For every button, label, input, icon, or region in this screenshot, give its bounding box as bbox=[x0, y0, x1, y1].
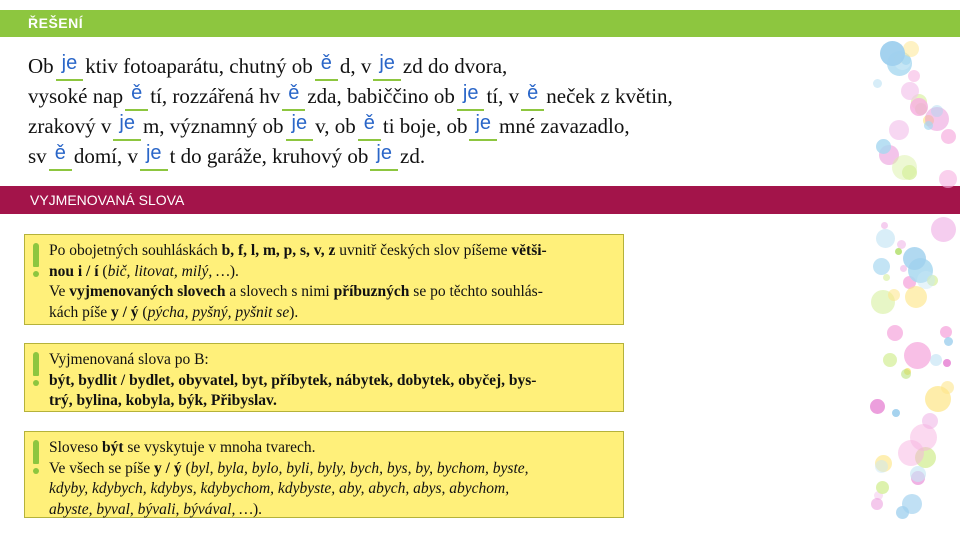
decorative-dot bbox=[889, 120, 909, 140]
solution-line bbox=[28, 82, 838, 112]
solution-text-segment: t do garáže, kruhový ob bbox=[169, 144, 369, 168]
decorative-dot bbox=[900, 265, 907, 272]
solution-text-segment: zrakový v bbox=[28, 114, 112, 138]
filled-letters: ě bbox=[125, 79, 148, 108]
exclamation-icon bbox=[31, 243, 41, 283]
decorative-dot bbox=[908, 70, 920, 82]
rule-box-b-words bbox=[24, 343, 624, 412]
solution-line bbox=[28, 52, 838, 82]
decorative-dot bbox=[870, 399, 885, 414]
rule-paragraph-1: Po obojetných souhláskách b, f, l, m, p, s, v, z uvnitř českých slov píšeme větši- nou i / í (bič, litovat, milý, …). bbox=[49, 242, 547, 280]
words-header-bar bbox=[0, 186, 960, 214]
decorative-dot bbox=[910, 98, 928, 116]
filled-letters: je bbox=[113, 109, 141, 138]
solution-line bbox=[28, 142, 838, 172]
decorative-dot bbox=[903, 41, 919, 57]
decorative-dot bbox=[873, 79, 882, 88]
decorative-dot bbox=[917, 271, 935, 289]
decorative-dot bbox=[910, 466, 926, 482]
solution-text-segment: mné zavazadlo, bbox=[499, 114, 630, 138]
solution-text bbox=[28, 52, 838, 172]
decorative-dot bbox=[880, 41, 905, 66]
rule-box-obojetne bbox=[24, 234, 624, 325]
decorative-dot bbox=[876, 229, 895, 248]
solution-text-segment: tí, rozzářená hv bbox=[150, 84, 281, 108]
filled-letters: je bbox=[469, 109, 497, 138]
decorative-dot bbox=[875, 460, 888, 473]
decorative-dot bbox=[939, 170, 957, 188]
decorative-dot bbox=[892, 155, 917, 180]
rule-paragraph-2: Ve vyjmenovaných slovech a slovech s nimi příbuzných se po těchto souhlás- kách píše y / ý (pýcha, pyšný, pyšnit se). bbox=[49, 283, 543, 321]
solution-text-segment: zd do dvora, bbox=[402, 54, 508, 78]
filled-letters: ě bbox=[282, 79, 305, 108]
solution-text-segment: tí, v bbox=[486, 84, 520, 108]
decorative-dot bbox=[888, 289, 900, 301]
byt-line-4: abyste, byval, bývali, bývával, …). bbox=[49, 500, 263, 518]
solution-text-segment: ti boje, ob bbox=[382, 114, 468, 138]
filled-letters: je bbox=[370, 139, 398, 168]
solution-text-segment: ktiv fotoaparátu, chutný ob bbox=[85, 54, 313, 78]
filled-letters: je bbox=[56, 49, 84, 78]
solution-text-segment: neček z květin, bbox=[546, 84, 673, 108]
decorative-dot bbox=[943, 359, 951, 367]
solution-header-title: ŘEŠENÍ bbox=[28, 15, 84, 31]
solution-text-segment: zda, babiččino ob bbox=[307, 84, 455, 108]
solution-text-segment: domí, v bbox=[73, 144, 138, 168]
decorative-dot bbox=[904, 342, 931, 369]
solution-text-segment: zd. bbox=[400, 144, 426, 168]
decorative-dot bbox=[876, 481, 889, 494]
exclamation-icon bbox=[31, 352, 41, 392]
decorative-dot bbox=[898, 440, 924, 466]
filled-letters: je bbox=[373, 49, 401, 78]
solution-text-segment: v, ob bbox=[315, 114, 356, 138]
decorative-dot bbox=[924, 121, 933, 130]
decorative-dot bbox=[883, 353, 897, 367]
b-words-list: být, bydlit / bydlet, obyvatel, byt, příbytek, nábytek, dobytek, obyčej, bys- trý, bylina, kobyla, býk, Přibyslav. bbox=[49, 371, 537, 409]
solution-text-segment: m, významný ob bbox=[142, 114, 284, 138]
solution-line bbox=[28, 112, 838, 142]
words-header-title: VYJMENOVANÁ SLOVA bbox=[30, 192, 185, 208]
decorative-dot bbox=[944, 337, 953, 346]
filled-letters: je bbox=[140, 139, 168, 168]
byt-line-2: Ve všech se píše y / ý (byl, byla, bylo, byli, byly, bych, bys, by, bychom, byste, bbox=[49, 459, 529, 477]
solution-text-segment: d, v bbox=[339, 54, 372, 78]
decorative-dot bbox=[931, 105, 943, 117]
solution-text-segment: vysoké nap bbox=[28, 84, 124, 108]
decorative-dot bbox=[892, 409, 900, 417]
decorative-dot bbox=[941, 129, 956, 144]
decorative-dot bbox=[895, 248, 902, 255]
decorative-dot bbox=[905, 286, 927, 308]
filled-letters: je bbox=[457, 79, 485, 108]
decorative-dot bbox=[930, 354, 942, 366]
decorative-dot bbox=[873, 258, 890, 275]
decorative-dot bbox=[887, 325, 903, 341]
exclamation-icon bbox=[31, 440, 41, 480]
decorative-dot bbox=[896, 506, 909, 519]
filled-letters: je bbox=[286, 109, 314, 138]
decorative-dot bbox=[901, 369, 911, 379]
decorative-dot bbox=[881, 222, 888, 229]
byt-line-1: Sloveso být se vyskytuje v mnoha tvarech. bbox=[49, 439, 316, 456]
filled-letters: ě bbox=[315, 49, 338, 78]
decorative-dot bbox=[876, 139, 891, 154]
rule-box-byt bbox=[24, 431, 624, 518]
decorative-dot bbox=[883, 274, 890, 281]
decorative-dot bbox=[940, 326, 952, 338]
filled-letters: ě bbox=[358, 109, 381, 138]
filled-letters: ě bbox=[521, 79, 544, 108]
b-words-title: Vyjmenovaná slova po B: bbox=[49, 351, 209, 368]
byt-line-3: kdyby, kdybych, kdybys, kdybychom, kdybyste, aby, abych, abys, abychom, bbox=[49, 480, 510, 497]
solution-header-bar bbox=[0, 10, 960, 37]
decorative-dot bbox=[931, 217, 956, 242]
solution-text-segment: sv bbox=[28, 144, 47, 168]
filled-letters: ě bbox=[49, 139, 72, 168]
solution-text-segment: Ob bbox=[28, 54, 54, 78]
decorative-dot bbox=[871, 498, 883, 510]
decorative-dot bbox=[941, 381, 954, 394]
